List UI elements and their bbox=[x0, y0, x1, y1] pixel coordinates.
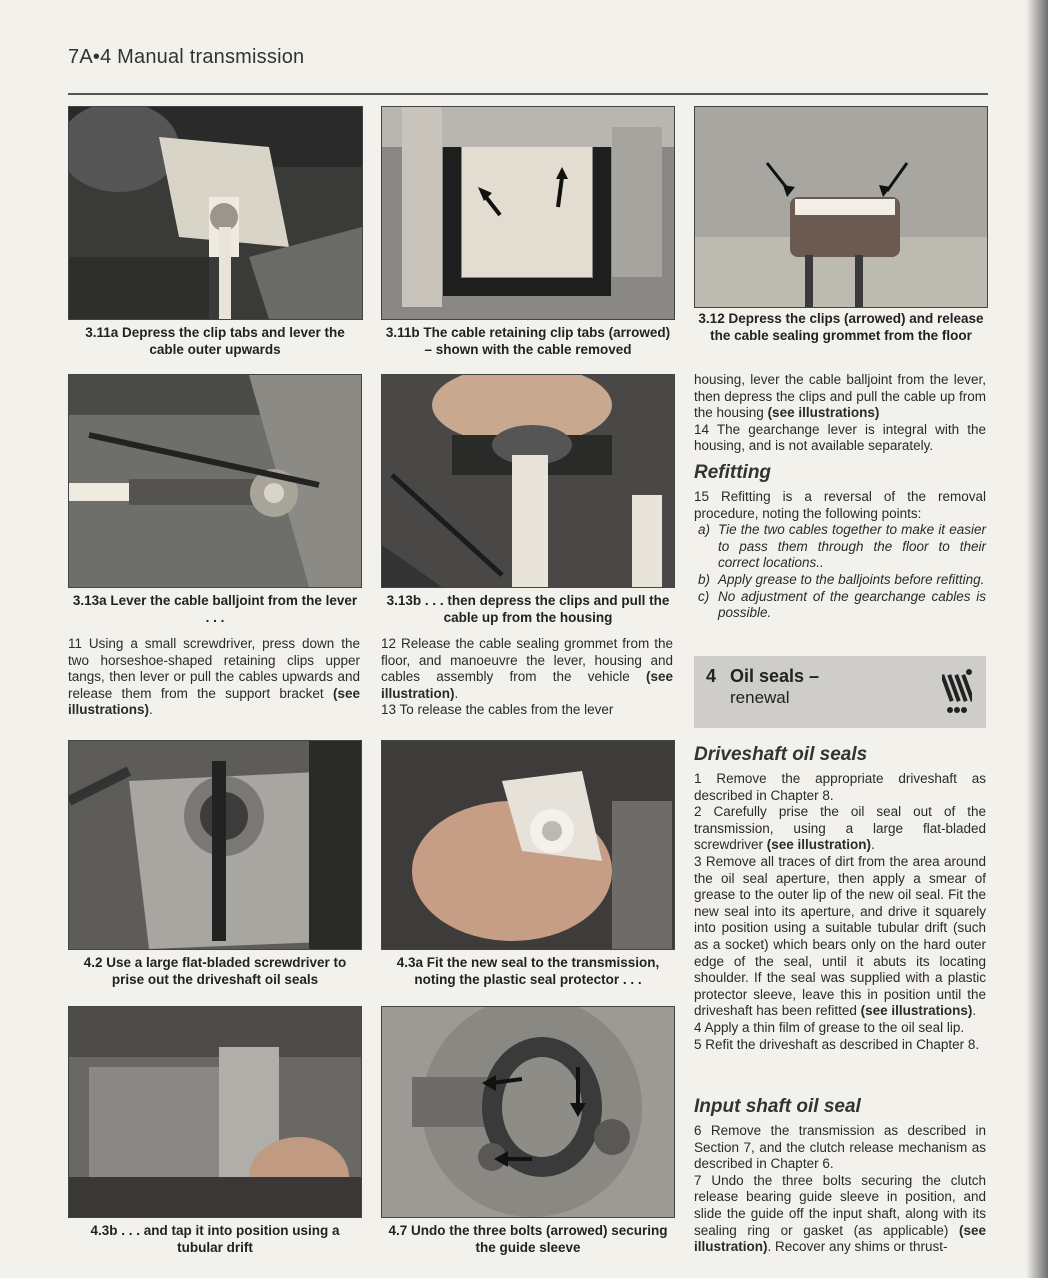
list-label: a) bbox=[698, 522, 711, 538]
caption-4-3a: 4.3a Fit the new seal to the transmission, noting the plastic seal protector . . . bbox=[396, 955, 660, 987]
section-number: 4 bbox=[706, 666, 717, 686]
step-text-end: . bbox=[972, 1003, 977, 1019]
photo-3-11b bbox=[381, 106, 675, 320]
page-title: 7A•4 Manual transmission bbox=[68, 46, 305, 68]
caption-4-3b: 4.3b . . . and tap it into position using a tubular drift bbox=[90, 1223, 340, 1255]
caption-3-13a: 3.13a Lever the cable balljoint from the lever . . . bbox=[72, 593, 358, 625]
continued-text: housing, lever the cable balljoint from the lever, then depress the clips and pull the cable up from the housing bbox=[694, 372, 986, 421]
illustration-ref: (see illustration) bbox=[381, 669, 673, 701]
step-number: 14 bbox=[694, 421, 710, 437]
step-text-end: . bbox=[454, 685, 459, 701]
step-text: Undo the three bolts securing the clutch release bearing guide sleeve in position, and slide the guide off the input shaft, along with its sealing ring or gasket (as applicable) bbox=[694, 1172, 986, 1238]
illustration-ref: (see illustration) bbox=[766, 837, 872, 853]
step-text: Refitting is a reversal of the removal procedure, noting the following points: bbox=[694, 489, 986, 521]
photo-4-2 bbox=[68, 740, 362, 950]
step-text-end: . Recover any shims or thrust- bbox=[767, 1239, 948, 1255]
step-text: Remove all traces of dirt from the area around the oil seal aperture, then apply a smear of grease to the outer lip of the new oil seal. Fit the new seal into its aperture, and drive it squarely into position using a suitable tubular drift (such as a socket) which bears only on the hard outer edge of the seal, until it abuts its locating shoulder. If the seal was supplied with a plastic protector sleeve, leave this in position until the driveshaft has been refitted bbox=[694, 853, 986, 1019]
photo-3-12 bbox=[694, 106, 988, 308]
step-text: Release the cable sealing grommet from the floor, and manoeuvre the lever, housing and cables assembly from the vehicle bbox=[381, 636, 673, 685]
illustration-ref: (see illustrations) bbox=[767, 405, 880, 421]
step-text: Remove the appropriate driveshaft as described in Chapter 8. bbox=[694, 771, 986, 803]
page-edge-shadow bbox=[1026, 0, 1048, 1278]
step-number: 2 bbox=[694, 804, 702, 820]
step-number: 6 bbox=[694, 1123, 702, 1138]
step-number: 1 bbox=[694, 771, 702, 786]
column-3-upper bbox=[694, 372, 986, 455]
list-item bbox=[694, 572, 986, 589]
illustration-ref: (see illustrations) bbox=[860, 1003, 973, 1019]
difficulty-spanners-icon bbox=[942, 666, 972, 725]
step-text-end: . bbox=[149, 702, 153, 718]
paragraph-11 bbox=[68, 636, 360, 719]
photo-4-3b bbox=[68, 1006, 362, 1218]
caption-3-13b: 3.13b . . . then depress the clips and pull the cable up from the housing bbox=[386, 593, 670, 625]
photo-3-13a bbox=[68, 374, 362, 588]
step-text: Apply a thin film of grease to the oil seal lip. bbox=[701, 1019, 965, 1035]
illustration-ref: (see illustration) bbox=[694, 1222, 986, 1255]
section-header bbox=[694, 656, 986, 728]
list-label: b) bbox=[698, 571, 711, 587]
step-text: The gearchange lever is integral with the housing, and is not available separately. bbox=[694, 421, 986, 454]
caption-4-2: 4.2 Use a large flat-bladed screwdriver to prise out the driveshaft oil seals bbox=[83, 955, 347, 987]
step-text: Using a small screwdriver, press down the two horseshoe-shaped retaining clips upper tangs, then lever or pull the cables upwards and release them from the support bracket bbox=[68, 636, 360, 701]
list-text: Tie the two cables together to make it easier to pass them through the floor to their correct locations.. bbox=[718, 522, 986, 571]
list-item bbox=[694, 522, 986, 572]
paragraph-12-13 bbox=[381, 636, 673, 719]
list-item bbox=[694, 589, 986, 622]
step-number: 4 bbox=[694, 1019, 702, 1035]
step-number: 13 bbox=[381, 702, 397, 718]
photo-3-13b bbox=[381, 374, 675, 588]
photo-4-3a bbox=[381, 740, 675, 950]
column-3-input-shaft bbox=[694, 1123, 986, 1256]
heading-refitting: Refitting bbox=[694, 462, 772, 483]
step-text: Refit the driveshaft as described in Chapter 8. bbox=[701, 1036, 980, 1052]
photo-4-7 bbox=[381, 1006, 675, 1218]
step-number: 11 bbox=[68, 636, 83, 651]
step-number: 5 bbox=[694, 1036, 702, 1052]
step-text: To release the cables from the lever bbox=[396, 702, 614, 718]
header-rule bbox=[68, 93, 988, 95]
column-3-refitting bbox=[694, 489, 986, 622]
caption-3-12: 3.12 Depress the clips (arrowed) and release the cable sealing grommet from the floor bbox=[698, 311, 984, 343]
column-3-driveshaft bbox=[694, 771, 986, 1053]
list-label: c) bbox=[698, 588, 710, 604]
step-text: Remove the transmission as described in Section 7, and the clutch release mechanism as described in Chapter 6. bbox=[694, 1123, 986, 1172]
step-number: 3 bbox=[694, 853, 702, 869]
heading-input-shaft-oil-seal: Input shaft oil seal bbox=[694, 1096, 861, 1117]
photo-3-11a bbox=[68, 106, 363, 320]
caption-4-7: 4.7 Undo the three bolts (arrowed) securing the guide sleeve bbox=[388, 1223, 668, 1255]
list-text: Apply grease to the balljoints before refitting. bbox=[718, 571, 985, 587]
caption-3-11b: 3.11b The cable retaining clip tabs (arrowed) – shown with the cable removed bbox=[385, 325, 671, 357]
section-title: Oil seals – bbox=[730, 666, 820, 686]
section-subtitle: renewal bbox=[730, 688, 790, 707]
illustration-ref: (see illustrations) bbox=[68, 685, 360, 718]
step-number: 15 bbox=[694, 489, 710, 504]
step-number: 12 bbox=[381, 636, 397, 651]
list-text: No adjustment of the gearchange cables is possible. bbox=[718, 588, 986, 621]
step-text-end: . bbox=[871, 837, 875, 853]
caption-3-11a: 3.11a Depress the clip tabs and lever the cable outer upwards bbox=[85, 325, 345, 357]
step-text: Carefully prise the oil seal out of the transmission, using a large flat-bladed screwdriver bbox=[694, 804, 986, 853]
step-number: 7 bbox=[694, 1172, 702, 1188]
heading-driveshaft-oil-seals: Driveshaft oil seals bbox=[694, 744, 868, 765]
